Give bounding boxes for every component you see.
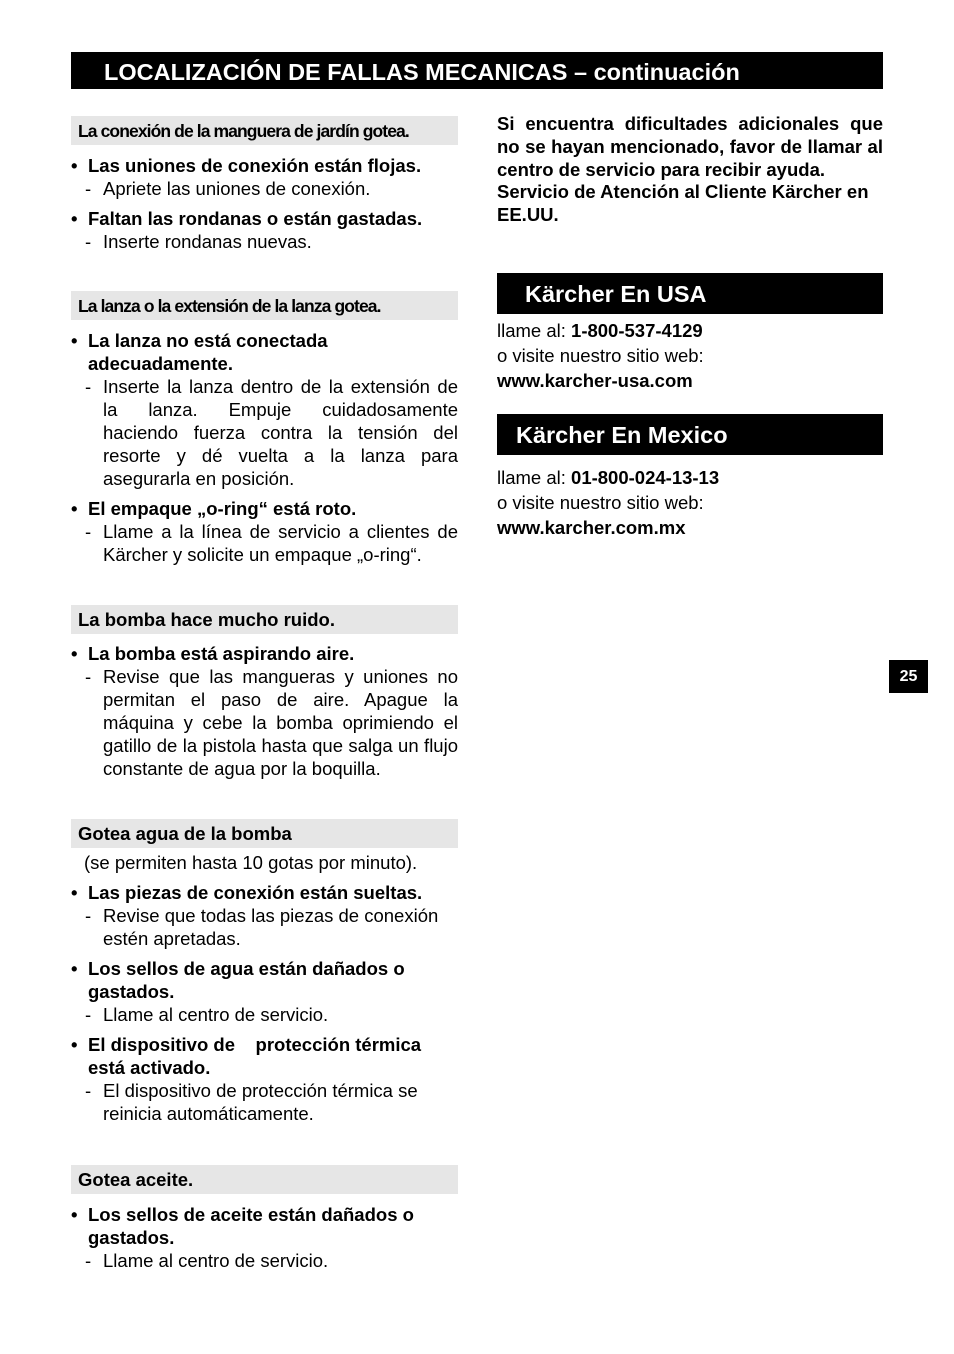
- section-pump-water-leak: [71, 819, 458, 1125]
- web-label: o visite nuestro sitio web:: [497, 344, 704, 366]
- remedy-item: [71, 375, 458, 490]
- bullet-icon: •: [71, 330, 78, 351]
- cause-item: [71, 881, 458, 904]
- cause-item: [71, 207, 458, 230]
- remedy-item: [71, 904, 458, 950]
- remedy-text: Revise que las mangueras y uniones no permitan el paso de aire. Apague la máquina y cebe la bomba oprimiendo el gatillo de la pistola hasta que salga un flujo constante de agua por la boquilla.: [103, 666, 458, 779]
- contact-mexico: [497, 465, 883, 540]
- bullet-icon: •: [71, 498, 78, 519]
- cause-text: Las uniones de conexión están flojas.: [88, 155, 422, 176]
- dash-icon: -: [85, 376, 92, 397]
- section-heading: Gotea agua de la bomba: [71, 819, 458, 848]
- contact-column: [497, 113, 883, 540]
- remedy-text: El dispositivo de protección térmica se reinicia automáticamente.: [103, 1080, 418, 1124]
- contact-mexico-heading: Kärcher En Mexico: [497, 414, 883, 455]
- cause-item: [71, 1033, 458, 1079]
- bullet-icon: •: [71, 643, 78, 664]
- bullet-icon: •: [71, 155, 78, 176]
- cause-text: El dispositivo de protección térmica está activado.: [88, 1034, 427, 1078]
- remedy-text: Inserte rondanas nuevas.: [103, 231, 312, 252]
- cause-item: [71, 154, 458, 177]
- cause-item: [71, 642, 458, 665]
- bullet-icon: •: [71, 882, 78, 903]
- remedy-text: Revise que todas las piezas de conexión estén apretadas.: [103, 905, 439, 949]
- cause-item: [71, 329, 458, 375]
- remedy-item: [71, 665, 458, 780]
- call-label: llame al:: [497, 319, 566, 341]
- troubleshooting-column: [71, 116, 458, 1272]
- web-label: o visite nuestro sitio web:: [497, 491, 704, 513]
- contact-usa: [497, 318, 883, 393]
- cause-item: [71, 957, 458, 1003]
- section-heading: Gotea aceite.: [71, 1165, 458, 1194]
- dash-icon: -: [85, 178, 92, 199]
- cause-text: El empaque „o-ring“ está roto.: [88, 498, 357, 519]
- remedy-item: [71, 230, 458, 253]
- page-number: 25: [889, 660, 928, 693]
- remedy-item: [71, 1003, 458, 1026]
- section-hose-leak: [71, 116, 458, 253]
- dash-icon: -: [85, 521, 92, 542]
- section-pump-noise: [71, 605, 458, 780]
- cause-item: [71, 1203, 458, 1249]
- section-heading: La bomba hace mucho ruido.: [71, 605, 458, 634]
- cause-text: La lanza no está conectada adecuadamente.: [88, 330, 328, 374]
- bullet-icon: •: [71, 958, 78, 979]
- bullet-icon: •: [71, 208, 78, 229]
- dash-icon: -: [85, 666, 92, 687]
- phone-number: 01-800-024-13-13: [571, 466, 720, 488]
- bullet-icon: •: [71, 1204, 78, 1225]
- remedy-item: [71, 1079, 458, 1125]
- section-heading: La conexión de la manguera de jardín gotea.: [71, 116, 458, 145]
- dash-icon: -: [85, 905, 92, 926]
- section-lance-leak: [71, 291, 458, 566]
- cause-text: La bomba está aspirando aire.: [88, 643, 355, 664]
- cause-item: [71, 497, 458, 520]
- section-heading: La lanza o la extensión de la lanza gotea.: [71, 291, 458, 320]
- remedy-item: [71, 177, 458, 200]
- remedy-text: Llame al centro de servicio.: [103, 1250, 329, 1271]
- dash-icon: -: [85, 1080, 92, 1101]
- customer-service-text: Servicio de Atención al Cliente Kärcher en EE.UU.: [497, 181, 869, 226]
- bullet-icon: •: [71, 1034, 78, 1055]
- website-link[interactable]: www.karcher-usa.com: [497, 369, 693, 391]
- call-label: llame al:: [497, 466, 566, 488]
- phone-number: 1-800-537-4129: [571, 319, 703, 341]
- cause-text: Faltan las rondanas o están gastadas.: [88, 208, 423, 229]
- contact-usa-heading: Kärcher En USA: [497, 273, 883, 314]
- dash-icon: -: [85, 1250, 92, 1271]
- dash-icon: -: [85, 231, 92, 252]
- section-oil-leak: [71, 1165, 458, 1272]
- remedy-text: Llame a la línea de servicio a clientes de Kärcher y solicite un empaque „o-ring“.: [103, 521, 458, 565]
- cause-text: Las piezas de conexión están sueltas.: [88, 882, 423, 903]
- remedy-item: [71, 1249, 458, 1272]
- section-note: (se permiten hasta 10 gotas por minuto).: [84, 852, 418, 873]
- remedy-text: Apriete las uniones de conexión.: [103, 178, 371, 199]
- website-link[interactable]: www.karcher.com.mx: [497, 516, 686, 538]
- intro-text: Si encuentra dificultades adicionales que no se hayan mencionado, favor de llamar al centro de servicio para recibir ayuda.: [497, 113, 883, 180]
- page-title: LOCALIZACIÓN DE FALLAS MECANICAS – continuación: [71, 52, 883, 89]
- cause-text: Los sellos de agua están dañados o gastados.: [88, 958, 405, 1002]
- remedy-text: Llame al centro de servicio.: [103, 1004, 329, 1025]
- cause-text: Los sellos de aceite están dañados o gastados.: [88, 1204, 414, 1248]
- dash-icon: -: [85, 1004, 92, 1025]
- remedy-text: Inserte la lanza dentro de la extensión de la lanza. Empuje cuidadosamente haciendo fuerza contra la tensión del resorte y dé vuelta a la lanza para asegurarla en posición.: [103, 376, 458, 489]
- remedy-item: [71, 520, 458, 566]
